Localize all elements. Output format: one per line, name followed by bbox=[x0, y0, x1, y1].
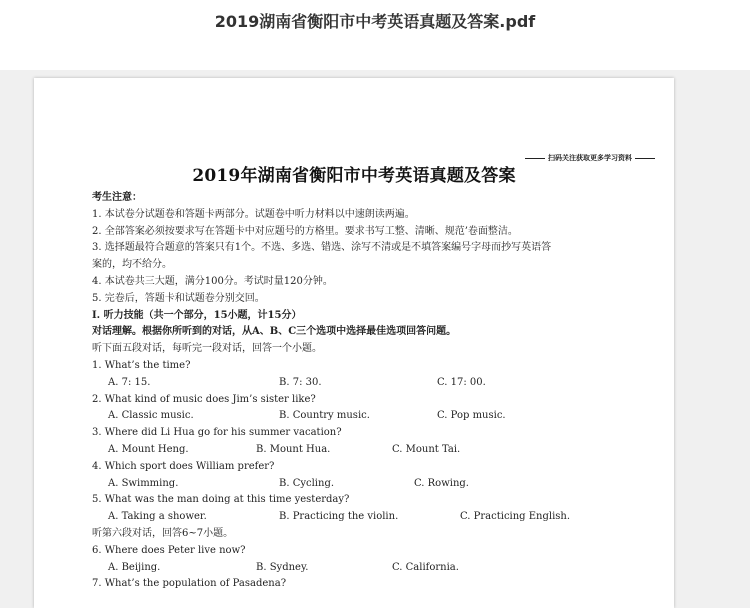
question-3: 3. Where did Li Hua go for his summer vacation? bbox=[92, 427, 342, 439]
note-line: 5. 完卷后，答题卡和试题卷分别交回。 bbox=[92, 292, 265, 304]
part1-heading: I. 听力技能（共一个部分，15小题，计15分） bbox=[92, 309, 302, 321]
question-7: 7. What’s the population of Pasadena? bbox=[92, 578, 287, 590]
option-a: A. Classic music. bbox=[108, 410, 194, 422]
document-body bbox=[92, 190, 654, 593]
option-c: C. 17: 00. bbox=[437, 376, 486, 388]
viewer-header bbox=[0, 0, 750, 70]
option-c: C. Practicing English. bbox=[460, 511, 571, 523]
file-title: 2019湖南省衡阳市中考英语真题及答案.pdf bbox=[214, 12, 536, 31]
document-page bbox=[34, 78, 674, 608]
question-4: 4. Which sport does William prefer? bbox=[92, 460, 275, 472]
note-line: 3. 选择题最符合题意的答案只有1个。不选、多选、错选、涂写不清或是不填答案编号字母而抄写英语答 bbox=[92, 242, 552, 254]
notes-heading: 考生注意： bbox=[92, 192, 142, 203]
option-b: B. Sydney. bbox=[256, 561, 309, 573]
question-2: 2. What kind of music does Jim’s sister like? bbox=[92, 393, 316, 405]
scan-note-right-rule bbox=[635, 158, 655, 159]
option-b: B. Cycling. bbox=[279, 477, 335, 489]
scan-note-left-rule bbox=[525, 158, 545, 159]
option-a: A. Beijing. bbox=[108, 561, 161, 573]
question-5: 5. What was the man doing at this time yesterday? bbox=[92, 494, 350, 506]
note-line: 2. 全部答案必须按要求写在答题卡中对应题号的方格里。要求书写工整、清晰、规范’卷面整洁。 bbox=[92, 225, 518, 237]
option-c: C. Mount Tai. bbox=[392, 443, 461, 455]
instruction-line: 听下面五段对话，每听完一段对话，回答一个小题。 bbox=[92, 343, 322, 355]
section-heading: 对话理解。根据你所听到的对话，从A、B、C三个选项中选择最佳选项回答问题。 bbox=[92, 326, 457, 338]
document-title: 2019年湖南省衡阳市中考英语真题及答案 bbox=[192, 166, 516, 186]
option-a: A. 7: 15. bbox=[108, 376, 151, 388]
note-line: 1. 本试卷分试题卷和答题卡两部分。试题卷中听力材料以中速朗读两遍。 bbox=[92, 208, 415, 220]
note-line: 案的，均不给分。 bbox=[92, 259, 172, 271]
question-6-options bbox=[92, 560, 654, 577]
question-5-options bbox=[92, 509, 654, 526]
option-a: A. Mount Heng. bbox=[108, 443, 189, 455]
option-b: B. Practicing the violin. bbox=[279, 511, 399, 523]
option-a: A. Taking a shower. bbox=[108, 511, 207, 523]
question-1: 1. What’s the time? bbox=[92, 359, 191, 371]
option-b: B. 7: 30. bbox=[279, 376, 322, 388]
option-a: A. Swimming. bbox=[108, 477, 179, 489]
question-2-options bbox=[92, 408, 654, 425]
note-line: 4. 本试卷共三大题，满分100分。考试时量120分钟。 bbox=[92, 275, 333, 287]
option-c: C. Pop music. bbox=[437, 410, 506, 422]
question-3-options bbox=[92, 442, 654, 459]
option-b: B. Country music. bbox=[279, 410, 370, 422]
question-1-options bbox=[92, 375, 654, 392]
question-4-options bbox=[92, 476, 654, 493]
option-c: C. Rowing. bbox=[414, 477, 469, 489]
instruction-line: 听第六段对话，回答6~7小题。 bbox=[92, 527, 234, 539]
option-b: B. Mount Hua. bbox=[256, 443, 331, 455]
option-c: C. California. bbox=[392, 561, 459, 573]
question-6: 6. Where does Peter live now? bbox=[92, 544, 246, 556]
scan-note-text: 扫码关注获取更多学习资料 bbox=[548, 154, 632, 162]
